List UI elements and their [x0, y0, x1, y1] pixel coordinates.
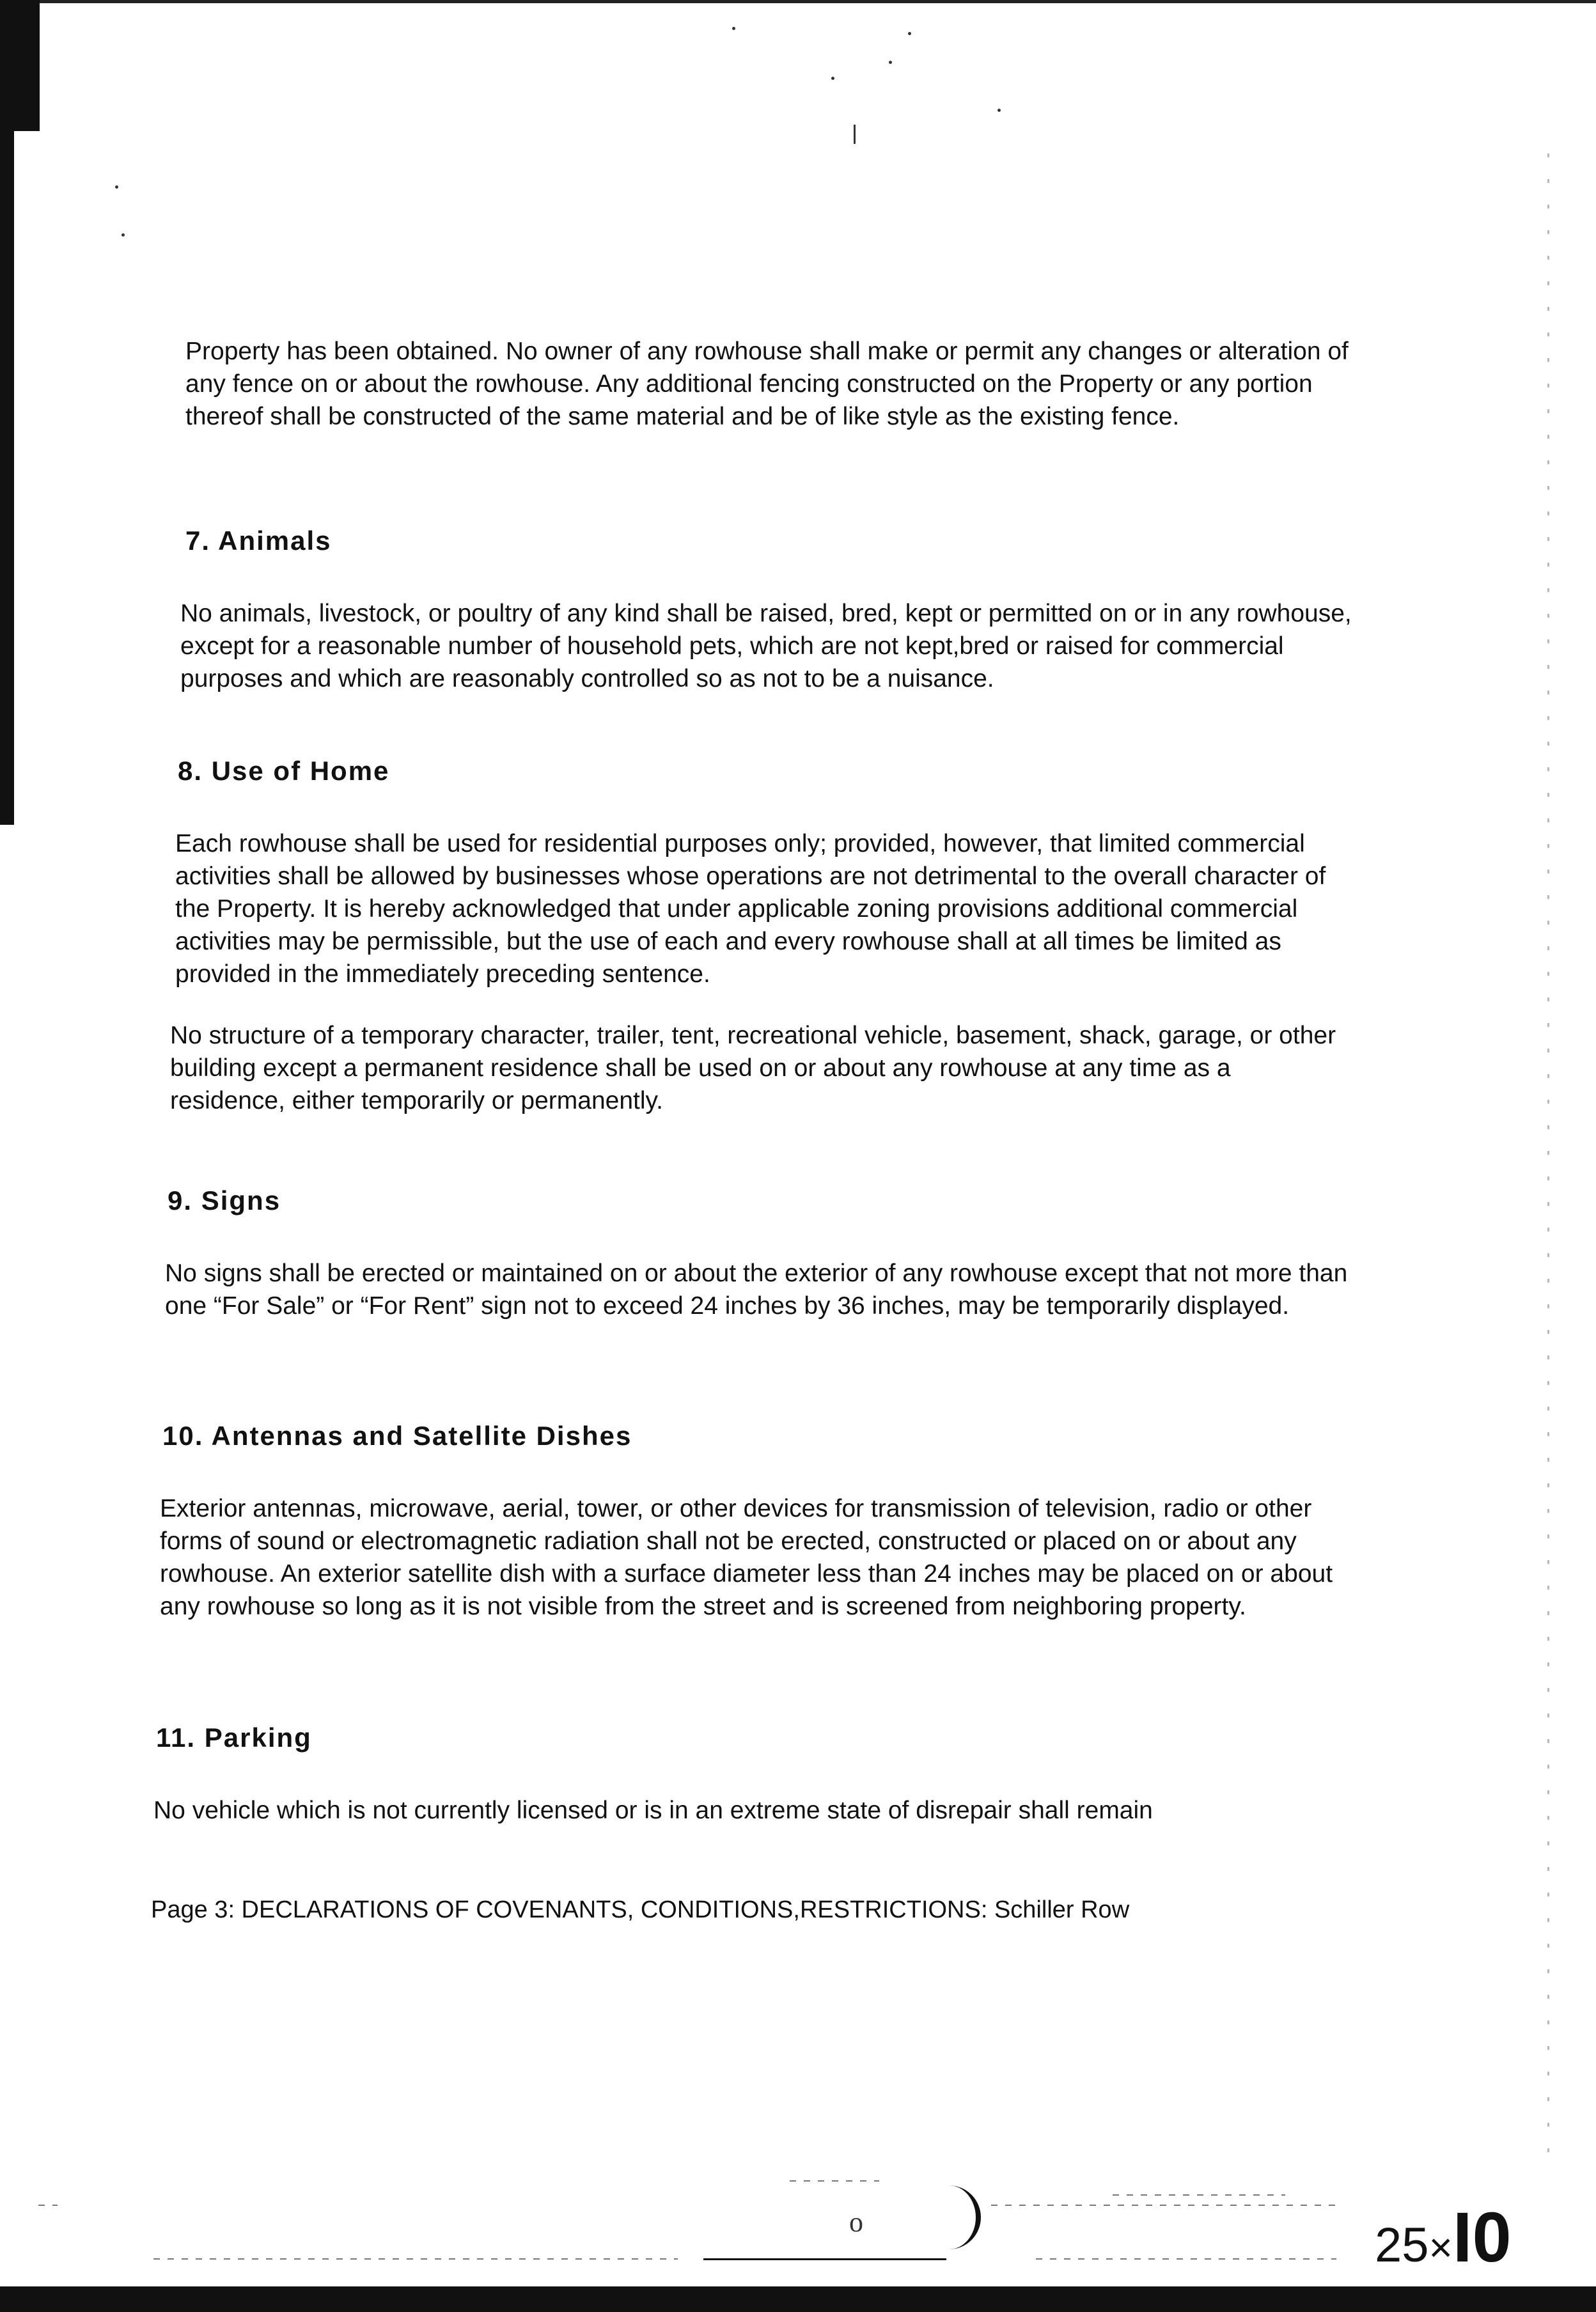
- scan-speck: [831, 77, 834, 80]
- scan-speck: [997, 109, 1001, 112]
- scan-dash: [38, 2205, 58, 2206]
- section-paragraph-parking: No vehicle which is not currently licensed or is in an extreme state of disrepair shall remain: [153, 1797, 1153, 1824]
- section-paragraph-signs: No signs shall be erected or maintained on or about the exterior of any rowhouse except that not more than one “For Sale” or “For Rent” sign not to exceed 24 inches by 36 inches, may be temporarily displayed.: [165, 1260, 1348, 1320]
- stamp-number: 25: [1375, 2218, 1429, 2272]
- section-heading-signs: 9. Signs: [168, 1185, 281, 1215]
- microfilm-stamp: [1375, 2198, 1512, 2277]
- scan-left-edge: [0, 0, 14, 825]
- scan-right-dots: [1547, 153, 1549, 2168]
- circle-mark: o: [849, 2207, 863, 2238]
- scan-dash: [1113, 2194, 1285, 2196]
- section-paragraph-antennas: Exterior antennas, microwave, aerial, tower, or other devices for transmission of television, radio or other forms of sound or electromagnetic radiation shall not be erected, constructed or placed on or about any rowhouse. An exterior satellite dish with a surface diameter less than 24 inches may be placed on or about any rowhouse so long as it is not visible from the street and is screened from neighboring property.: [160, 1495, 1333, 1620]
- section-heading-antennas: 10. Antennas and Satellite Dishes: [162, 1421, 632, 1451]
- stamp-times: ×: [1428, 2224, 1453, 2270]
- scan-top-edge: [0, 0, 1596, 3]
- stamp-big: I0: [1452, 2198, 1512, 2277]
- section-paragraph-use-of-home-1: Each rowhouse shall be used for residential purposes only; provided, however, that limited commercial activities shall be allowed by businesses whose operations are not detrimental to the overall character of the Property. It is hereby acknowledged that under applicable zoning provisions additional commercial activities may be permissible, but the use of each and every rowhouse shall at all times be limited as provided in the immediately preceding sentence.: [175, 830, 1326, 988]
- scan-speck: [115, 185, 118, 189]
- scan-bottom-edge: [0, 2286, 1596, 2312]
- page-footer: Page 3: DECLARATIONS OF COVENANTS, CONDITIONS,RESTRICTIONS: Schiller Row: [151, 1896, 1130, 1923]
- section-paragraph-use-of-home-2: No structure of a temporary character, trailer, tent, recreational vehicle, basement, shack, garage, or other building except a permanent residence shall be used on or about any rowhouse at any time as a residence, either temporarily or permanently.: [170, 1022, 1336, 1114]
- scan-speck: [908, 32, 911, 35]
- handwritten-underline: [703, 2258, 946, 2260]
- scan-dash: [790, 2180, 879, 2182]
- scan-speck: [121, 233, 125, 237]
- section-heading-use-of-home: 8. Use of Home: [178, 756, 390, 786]
- section-paragraph-animals: No animals, livestock, or poultry of any kind shall be raised, bred, kept or permitted on or in any rowhouse, except for a reasonable number of household pets, which are not kept,bred or raised for commercial purposes and which are reasonably controlled so as not to be a nuisance.: [180, 600, 1352, 692]
- scan-speck: [889, 61, 892, 64]
- section-heading-parking: 11. Parking: [156, 1722, 312, 1753]
- scan-speck: [854, 125, 856, 144]
- scan-dash: [1036, 2258, 1336, 2260]
- intro-paragraph: Property has been obtained. No owner of any rowhouse shall make or permit any changes or alteration of any fence on or about the rowhouse. Any additional fencing constructed on the Property or any portion thereof shall be constructed of the same material and be of like style as the existing fence.: [185, 338, 1349, 430]
- scan-dash: [991, 2205, 1343, 2206]
- scan-speck: [732, 27, 735, 30]
- scan-dash: [153, 2258, 678, 2260]
- section-heading-animals: 7. Animals: [185, 526, 332, 556]
- bracket-mark: [949, 2185, 981, 2249]
